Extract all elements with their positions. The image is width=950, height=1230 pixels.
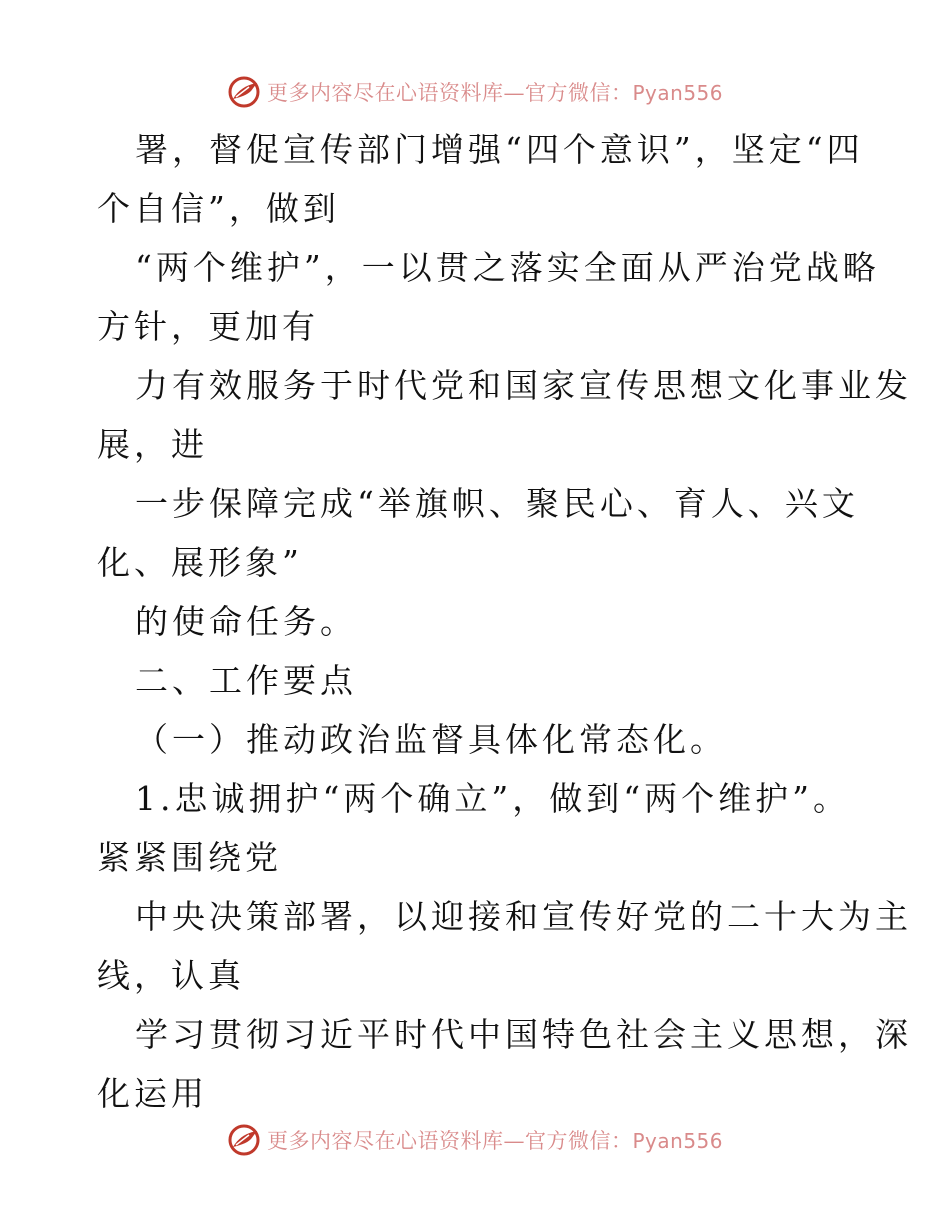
text-line: 化、展形象” [97, 543, 303, 582]
watermark-wechat-id: Pyan556 [632, 1129, 723, 1153]
watermark-text-cn: 更多内容尽在心语资料库—官方微信： [266, 81, 633, 105]
watermark-text-cn: 更多内容尽在心语资料库—官方微信： [266, 1129, 633, 1153]
header-watermark [0, 72, 950, 112]
document-body [97, 120, 912, 1123]
watermark-text [267, 1125, 723, 1155]
pen-logo-icon [227, 1123, 261, 1157]
text-line: 力有效服务于时代党和国家宣传思想文化事业发 [135, 366, 912, 405]
text-line: 线，认真 [97, 956, 245, 995]
text-line: 化运用 [97, 1074, 208, 1113]
section-heading: 二、工作要点 [135, 661, 357, 700]
text-line: 紧紧围绕党 [97, 838, 282, 877]
watermark-text [267, 77, 723, 107]
text-line: 一步保障完成“举旗帜、聚民心、育人、兴文 [135, 484, 859, 523]
text-line: “两个维护”，一以贯之落实全面从严治党战略 [135, 248, 880, 287]
text-line: 中央决策部署，以迎接和宣传好党的二十大为主 [135, 897, 912, 936]
text-line: 方针，更加有 [97, 307, 319, 346]
pen-logo-icon [227, 75, 261, 109]
text-line: 个自信”，做到 [97, 189, 340, 228]
text-line: 展，进 [97, 425, 208, 464]
watermark-wechat-id: Pyan556 [632, 81, 723, 105]
text-line: 署，督促宣传部门增强“四个意识”，坚定“四 [135, 130, 864, 169]
footer-watermark [0, 1120, 950, 1160]
text-line: 的使命任务。 [135, 602, 357, 641]
text-line: 1.忠诚拥护“两个确立”，做到“两个维护”。 [135, 779, 850, 818]
subsection-heading: （一）推动政治监督具体化常态化。 [135, 720, 727, 759]
text-line: 学习贯彻习近平时代中国特色社会主义思想，深 [135, 1015, 912, 1054]
